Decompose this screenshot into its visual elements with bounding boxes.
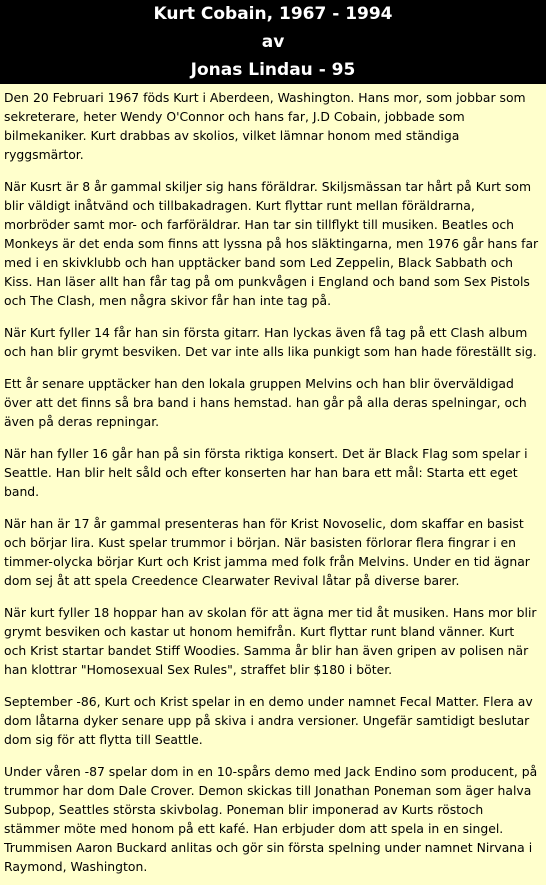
paragraph: September -86, Kurt och Krist spelar in en demo under namnet Fecal Matter. Flera av dom låtarna dyker senare upp på skiva i andra versioner. Ungefär samtidigt beslutar dom sig för att flytta till Seattle. xyxy=(4,694,533,747)
paragraph: Under våren -87 spelar dom in en 10-spårs demo med Jack Endino som producent, på trummor har dom Dale Crover. Demon skickas till Jonathan Poneman som äger halva Subpop, Seattles största skivbolag. Poneman blir imponerad av Kurts röstoch stämmer möte med honom på ett kafé. Han erbjuder dom att spela in en singel. Trummisen Aaron Buckard anlitas och gör sin första spelning under namnet Nirvana i Raymond, Washington. xyxy=(4,764,538,874)
paragraph: När kurt fyller 18 hoppar han av skolan för att ägna mer tid åt musiken. Hans mor blir grymt besviken och kastar ut honom hemifrån. Kurt flyttar runt bland vänner. Kurt och Krist startar bandet Stiff Woodies. Samma år blir han även gripen av polisen när han klottrar "Homosexual Sex Rules", straffet blir $180 i böter. xyxy=(4,605,537,677)
paragraph: När Kusrt är 8 år gammal skiljer sig hans föräldrar. Skiljsmässan tar hårt på Kurt som blir väldigt inåtvänd och tillbakadragen. Kurt flyttar runt mellan föräldrarna, morbröder samt mor- och farföräldrar. Han tar sin tillflykt till musiken. Beatles och Monkeys är det enda som finns att lyssna på hos släktingarna, men 1976 går hans far med i en skivklubb och han upptäcker band som Led Zeppelin, Black Sabbath och Kiss. Han läser allt han får tag på om punkvågen i England och band som Sex Pistols och The Clash, men några skivor får han inte tag på. xyxy=(4,179,539,308)
article-body xyxy=(0,84,546,876)
byline-word: av xyxy=(261,32,285,52)
paragraph: När han fyller 16 går han på sin första riktiga konsert. Det är Black Flag som spelar i Seattle. Han blir helt såld och efter konserten har han bara ett mål: Starta ett eget band. xyxy=(4,446,528,499)
page-title: Kurt Cobain, 1967 - 1994 xyxy=(153,4,393,24)
author-line: Jonas Lindau - 95 xyxy=(190,60,356,80)
paragraph: När Kurt fyller 14 får han sin första gitarr. Han lyckas även få tag på ett Clash album och han blir grymt besviken. Det var inte alls lika punkigt som han hade föreställt sig. xyxy=(4,325,537,359)
page-header xyxy=(0,0,546,84)
paragraph: När han är 17 år gammal presenteras han för Krist Novoselic, dom skaffar en basist och börjar lira. Kust spelar trummor i början. När basisten förlorar flera fingrar i en timmer-olycka börjar Kurt och Krist jamma med folk från Melvins. Under en tid ägnar dom sej åt att spela Creedence Clearwater Revival låtar på diverse barer. xyxy=(4,516,530,588)
paragraph: Den 20 Februari 1967 föds Kurt i Aberdeen, Washington. Hans mor, som jobbar som sekreterare, heter Wendy O'Connor och hans far, J.D Cobain, jobbade som bilmekaniker. Kurt drabbas av skolios, vilket lämnar honom med ständiga ryggsmärtor. xyxy=(4,90,526,162)
paragraph: Ett år senare upptäcker han den lokala gruppen Melvins och han blir överväldigad över att det finns så bra band i hans hemstad. han går på alla deras spelningar, och även på deras repningar. xyxy=(4,376,527,429)
